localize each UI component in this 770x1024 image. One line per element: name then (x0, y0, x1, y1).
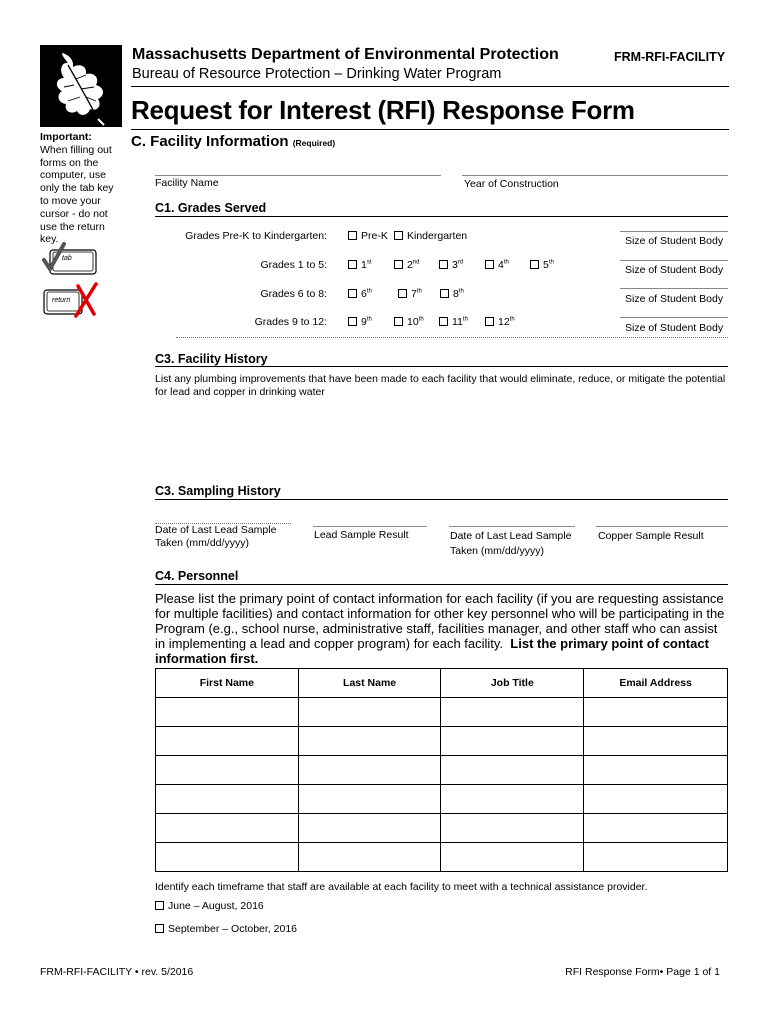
email-address-cell[interactable] (584, 727, 728, 756)
facility-name-field[interactable] (155, 175, 441, 176)
size-of-student-body-field[interactable] (620, 260, 728, 261)
checkbox-grade-9[interactable]: 9th (348, 316, 372, 328)
size-of-student-body-label: Size of Student Body (625, 264, 724, 276)
column-job-title: Job Title (441, 669, 584, 698)
form-id: FRM-RFI-FACILITY (614, 50, 726, 64)
oak-leaf-icon (40, 45, 122, 127)
bureau-name: Bureau of Resource Protection – Drinking Water Program (132, 66, 502, 82)
lead-sample-result-field[interactable] (313, 526, 427, 527)
footer-form-revision: FRM-RFI-FACILITY • rev. 5/2016 (40, 966, 194, 978)
grade-row-label: Grades 1 to 5: (260, 259, 327, 271)
last-name-cell[interactable] (298, 843, 441, 872)
last-lead-sample-date-2-field[interactable] (449, 526, 575, 527)
tab-key-illustration (42, 242, 100, 283)
tab-key-label: tab (62, 255, 72, 262)
section-c-label: C. Facility Information (131, 133, 289, 150)
c3-history-divider (155, 366, 728, 367)
grade-row-label: Grades 6 to 8: (260, 288, 327, 300)
section-c-title (131, 133, 335, 150)
c4-title: C4. Personnel (155, 569, 239, 583)
email-address-cell[interactable] (584, 756, 728, 785)
first-name-cell[interactable] (156, 756, 299, 785)
copper-sample-result-field[interactable] (596, 526, 728, 527)
table-row (156, 756, 728, 785)
last-name-cell[interactable] (298, 785, 441, 814)
first-name-cell[interactable] (156, 698, 299, 727)
table-row (156, 698, 728, 727)
required-note: (Required) (292, 138, 336, 148)
last-name-cell[interactable] (298, 698, 441, 727)
email-address-cell[interactable] (584, 785, 728, 814)
important-label: Important: (40, 131, 92, 143)
size-of-student-body-label: Size of Student Body (625, 293, 724, 305)
return-key-illustration (42, 282, 100, 323)
checkbox-kindergarten[interactable]: Kindergarten (394, 230, 467, 242)
email-address-cell[interactable] (584, 843, 728, 872)
email-address-cell[interactable] (584, 814, 728, 843)
c1-divider (155, 216, 728, 217)
email-address-cell[interactable] (584, 698, 728, 727)
job-title-cell[interactable] (441, 727, 584, 756)
personnel-table (155, 668, 728, 872)
job-title-cell[interactable] (441, 756, 584, 785)
page-title: Request for Interest (RFI) Response Form (131, 95, 635, 125)
year-of-construction-label: Year of Construction (464, 178, 559, 190)
last-lead-sample-date-2-label: Date of Last Lead Sample Taken (mm/dd/yyyy) (450, 530, 572, 557)
facility-history-instructions: List any plumbing improvements that have been made to each facility that would eliminate, reduce, or mitigate the potential for lead and copper in drinking water (155, 373, 726, 398)
copper-sample-result-label: Copper Sample Result (598, 530, 704, 542)
return-key-icon (42, 282, 100, 318)
facility-name-label: Facility Name (155, 177, 219, 189)
c3-sampling-title: C3. Sampling History (155, 484, 281, 498)
lead-sample-result-label: Lead Sample Result (314, 529, 409, 541)
job-title-cell[interactable] (441, 698, 584, 727)
personnel-instructions: Please list the primary point of contact information for each facility (if you are requesting assistance for multiple facilities) and contact information for other key personnel who will be participating in the Program (e.g., school nurse, administrative staff, facilities manager, and other staff who can assist in implementing a lead and copper program) for each facility. List the primary point of contact information first. (155, 591, 725, 666)
column-last-name: Last Name (298, 669, 441, 698)
job-title-cell[interactable] (441, 785, 584, 814)
footer-page-number: RFI Response Form• Page 1 of 1 (565, 966, 720, 978)
year-of-construction-field[interactable] (462, 175, 728, 176)
checkbox-grade-3[interactable]: 3rd (439, 259, 463, 271)
checkbox-september-october[interactable]: September – October, 2016 (155, 923, 297, 935)
size-of-student-body-field[interactable] (620, 288, 728, 289)
important-note (40, 131, 120, 246)
first-name-cell[interactable] (156, 814, 299, 843)
return-key-label: return (52, 297, 71, 304)
c3-sampling-divider (155, 499, 728, 500)
size-of-student-body-label: Size of Student Body (625, 322, 724, 334)
size-of-student-body-field[interactable] (620, 317, 728, 318)
job-title-cell[interactable] (441, 843, 584, 872)
first-name-cell[interactable] (156, 785, 299, 814)
table-row (156, 727, 728, 756)
checkbox-grade-6[interactable]: 6th (348, 288, 372, 300)
checkbox-pre-k[interactable]: Pre-K (348, 230, 388, 242)
column-first-name: First Name (156, 669, 299, 698)
c3-history-title: C3. Facility History (155, 352, 268, 366)
checkbox-grade-4[interactable]: 4th (485, 259, 509, 271)
last-name-cell[interactable] (298, 727, 441, 756)
c1-title: C1. Grades Served (155, 201, 267, 215)
size-of-student-body-label: Size of Student Body (625, 235, 724, 247)
grade-row-label: Grades 9 to 12: (254, 316, 327, 328)
checkbox-grade-11[interactable]: 11th (439, 316, 468, 328)
column-email-address: Email Address (584, 669, 728, 698)
last-name-cell[interactable] (298, 814, 441, 843)
header-divider (131, 86, 729, 87)
table-row (156, 785, 728, 814)
checkbox-grade-7[interactable]: 7th (398, 288, 422, 300)
checkbox-grade-12[interactable]: 12th (485, 316, 515, 328)
title-divider (131, 129, 729, 130)
last-name-cell[interactable] (298, 756, 441, 785)
size-of-student-body-field[interactable] (620, 231, 728, 232)
timeframe-instructions: Identify each timeframe that staff are available at each facility to meet with a technical assistance provider. (155, 881, 648, 893)
checkbox-grade-1[interactable]: 1st (348, 259, 372, 271)
table-row (156, 814, 728, 843)
last-lead-sample-date-label: Date of Last Lead Sample Taken (mm/dd/yyyy) (155, 524, 277, 549)
checkbox-grade-5[interactable]: 5th (530, 259, 554, 271)
grade-row-label: Grades Pre-K to Kindergarten: (185, 230, 327, 242)
massdep-logo (40, 45, 122, 127)
first-name-cell[interactable] (156, 843, 299, 872)
checkbox-grade-2[interactable]: 2nd (394, 259, 420, 271)
checkbox-grade-8[interactable]: 8th (440, 288, 464, 300)
checkbox-grade-10[interactable]: 10th (394, 316, 424, 328)
first-name-cell[interactable] (156, 727, 299, 756)
c1-dotted-divider (176, 337, 728, 338)
table-row (156, 843, 728, 872)
c4-divider (155, 584, 728, 585)
facility-history-input[interactable] (155, 400, 728, 475)
important-text: When filling out forms on the computer, use only the tab key to move your cursor - do not use the return key. (40, 143, 114, 246)
job-title-cell[interactable] (441, 814, 584, 843)
personnel-header-row (156, 669, 728, 698)
checkbox-june-august[interactable]: June – August, 2016 (155, 900, 264, 912)
agency-name: Massachusetts Department of Environmental Protection (132, 46, 559, 63)
